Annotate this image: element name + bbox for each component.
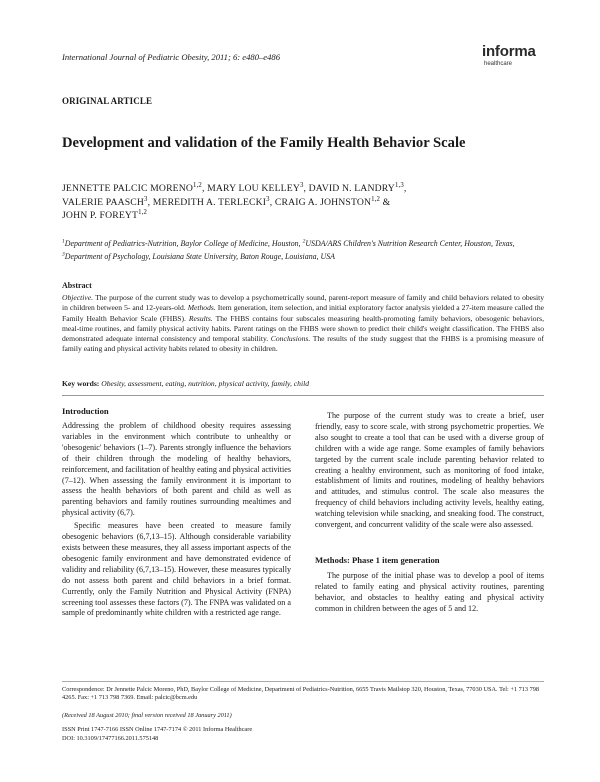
right-column <box>315 411 544 615</box>
publisher-logo <box>482 44 536 68</box>
keywords: Key words: Obesity, assessment, eating, nutrition, physical activity, family, child <box>62 379 309 388</box>
methods-paragraph: The purpose of the initial phase was to develop a pool of items related to family eating and physical activity routines, parenting behavior, and obstacles to healthy eating and physical activity common in children between the ages of 5 and 12. <box>315 570 544 613</box>
intro-paragraph-1: Addressing the problem of childhood obesity requires assessing variables in the environment which contribute to unhealthy or 'obesogenic' behaviors (1–7). Parents strongly influence the behaviors of their children through the modeling of healthy behaviors, reinforcement, and facilitation of healthy eating and physical activities (7–12). When assessing the family environment it is important to assess the health behaviors of both parent and child as well as parenting behaviors and family routines surrounding mealtimes and physical activity (6,7). <box>62 421 291 518</box>
abstract-heading: Abstract <box>62 281 92 290</box>
author-line-1: JENNETTE PALCIC MORENO$^{1,2}$, MARY LOU KELLEY$^3$, DAVID N. LANDRY$^{1,3}$, <box>62 181 407 194</box>
journal-citation: International Journal of Pediatric Obesity, 2011; 6: e480–e486 <box>62 52 280 62</box>
footnote-divider <box>62 681 544 682</box>
methods-heading: Methods: Phase 1 item generation <box>315 554 440 565</box>
introduction-heading: Introduction <box>62 406 109 416</box>
received-dates: (Received 18 August 2010; final version received 18 January 2011) <box>62 712 232 719</box>
publisher-name: informa <box>482 43 536 60</box>
correspondence-note: Correspondence: Dr Jennette Palcic Moreno, PhD, Baylor College of Medicine, Department of Pediatrics-Nutrition, 6655 Travis Mailstop 320, Houston, Texas, 77030 USA. Tel: +1 713 798 4265. Fax: +1 713 798 7369. Email: palcic@bcm.edu <box>62 686 540 702</box>
article-type: ORIGINAL ARTICLE <box>62 96 153 106</box>
article-title: Development and validation of the Family Health Behavior Scale <box>62 135 466 151</box>
affiliations: $^1$Department of Pediatrics-Nutrition, Baylor College of Medicine, Houston, $^2$USDA/ARS Children's Nutrition Research Center, Houston, Texas, $^3$Department of Psychology, Louisiana State University, Baton Rouge, Louisiana, USA <box>62 238 515 261</box>
author-list <box>62 182 542 223</box>
doi-line: DOI: 10.3109/17477166.2011.575148 <box>62 735 159 742</box>
publisher-subtitle: healthcare <box>484 61 513 67</box>
issn-line: ISSN Print 1747-7166 ISSN Online 1747-7174 © 2011 Informa Healthcare <box>62 726 253 733</box>
abstract-body: Objective. The purpose of the current study was to develop a psychometrically sound, parent-report measure of family and child behaviors related to obesity in children between 5- and 12-years-old. Methods. Item generation, item selection, and initial exploratory factor analysis yielded a 27-item measure called the Family Health Behavior Scale (FHBS). Results. The FHBS contains four subscales measuring health-promoting family behaviors, obesogenic behaviors, meal-time routines, and family physical activity habits. Parent ratings on the FHBS were shown to predict their child's weight classification. The FHBS also demonstrated adequate internal consistency and temporal stability. Conclusions. The results of the study suggest that the FHBS is a promising measure of family eating and physical activity habits related to obesity in children. <box>62 293 545 354</box>
section-divider <box>62 395 544 396</box>
left-column <box>62 421 291 619</box>
author-line-3: JOHN P. FOREYT$^{1,2}$ <box>62 208 148 222</box>
author-line-2: VALERIE PAASCH$^3$, MEREDITH A. TERLECKI$^3$, CRAIG A. JOHNSTON$^{1,2}$ & <box>62 195 391 208</box>
intro-paragraph-2: Specific measures have been created to measure family obesogenic behaviors (6,7,13–15). Although considerable variability exists between these measures, they all assess important aspects of the obesogenic family environment and have demonstrated evidence of validity and reliability (6,7,13–15). However, these measures typically do not assess both parent and child behaviors in a brief format. Currently, only the Family Nutrition and Physical Activity (FNPA) screening tool assesses these factors (7). The FNPA was validated on a sample of predominantly white children with a restricted age range. <box>62 521 291 618</box>
purpose-paragraph: The purpose of the current study was to create a brief, user friendly, easy to score scale, with strong psychometric properties. We also sought to create a tool that can be used with a diverse group of children with a wide age range. Some examples of family behaviors targeted by the current scale include parenting behavior related to creating a healthy environment, such as monitoring of food intake, establishment of limits and routines, modeling of healthy behaviors and attitudes, and stimulus control. The scale also measures the frequency of child behaviors including activity levels, healthy eating, watching television while snacking, and sneaking food. The construct, convergent, and concurrent validity of the scale were also assessed. <box>315 411 544 530</box>
